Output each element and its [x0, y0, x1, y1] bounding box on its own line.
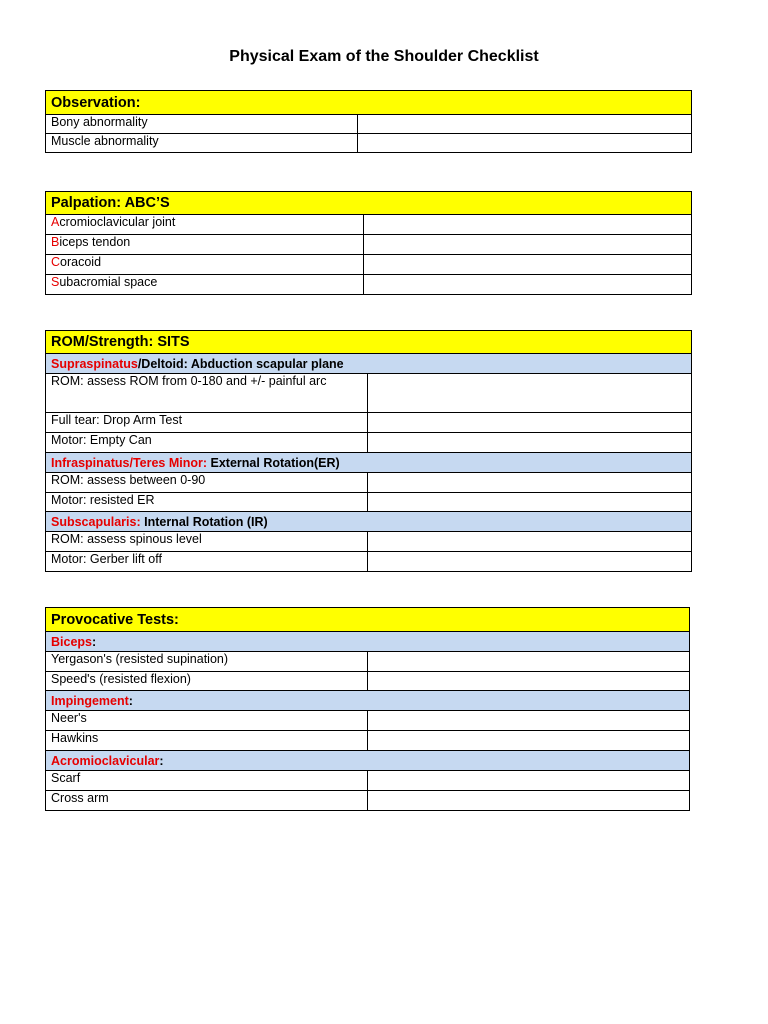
- rom-subheader: [46, 512, 692, 532]
- palpation-label: [46, 215, 364, 235]
- table-row: [46, 433, 692, 453]
- table-row: [46, 413, 692, 433]
- palpation-initial: A: [51, 215, 60, 229]
- palpation-label: [46, 235, 364, 255]
- rom-answer-cell[interactable]: [368, 552, 692, 572]
- palpation-answer-cell[interactable]: [364, 255, 692, 275]
- table-row: [46, 255, 692, 275]
- observation-answer-cell[interactable]: [358, 134, 692, 153]
- palpation-rest: ubacromial space: [59, 275, 158, 289]
- rom-subheader-muscle: Subscapularis:: [51, 514, 141, 529]
- provocative-subheader-category: Biceps: [51, 634, 92, 649]
- table-row: [46, 731, 690, 751]
- rom-label: ROM: assess between 0-90: [46, 473, 368, 493]
- observation-answer-cell[interactable]: [358, 115, 692, 134]
- provocative-subheader: [46, 691, 690, 711]
- table-row: [46, 532, 692, 552]
- provocative-answer-cell[interactable]: [368, 771, 690, 791]
- palpation-initial: S: [51, 275, 60, 289]
- rom-strength-header: ROM/Strength: SITS: [46, 331, 692, 354]
- palpation-rest: iceps tendon: [59, 235, 131, 249]
- table-row: [46, 493, 692, 512]
- palpation-label: [46, 255, 364, 275]
- provocative-subheader: [46, 751, 690, 771]
- rom-answer-cell[interactable]: [368, 413, 692, 433]
- rom-subheader-action: External Rotation(ER): [207, 455, 340, 470]
- provocative-answer-cell[interactable]: [368, 791, 690, 811]
- palpation-initial: B: [51, 235, 60, 249]
- provocative-header: Provocative Tests:: [46, 608, 690, 632]
- provocative-answer-cell[interactable]: [368, 731, 690, 751]
- palpation-label: [46, 275, 364, 295]
- provocative-label: Yergason's (resisted supination): [46, 652, 368, 672]
- rom-label: ROM: assess ROM from 0-180 and +/- painful arc: [46, 374, 368, 413]
- observation-table: [45, 90, 692, 153]
- table-row: [46, 791, 690, 811]
- palpation-header: Palpation: ABC’S: [46, 192, 692, 215]
- table-row: [46, 275, 692, 295]
- rom-label: Full tear: Drop Arm Test: [46, 413, 368, 433]
- table-row: [46, 672, 690, 691]
- provocative-answer-cell[interactable]: [368, 652, 690, 672]
- table-row: [46, 215, 692, 235]
- table-row: [46, 652, 690, 672]
- table-row: [46, 134, 692, 153]
- rom-answer-cell[interactable]: [368, 433, 692, 453]
- provocative-label: Neer's: [46, 711, 368, 731]
- rom-subheader-muscle: Infraspinatus/Teres Minor:: [51, 455, 208, 470]
- rom-answer-cell[interactable]: [368, 374, 692, 413]
- rom-answer-cell[interactable]: [368, 473, 692, 493]
- rom-subheader-muscle: Supraspinatus: [51, 356, 138, 371]
- provocative-subheader: [46, 632, 690, 652]
- provocative-label: Scarf: [46, 771, 368, 791]
- rom-subheader-action: /Deltoid: Abduction scapular plane: [137, 356, 344, 371]
- rom-label: ROM: assess spinous level: [46, 532, 368, 552]
- palpation-answer-cell[interactable]: [364, 215, 692, 235]
- palpation-answer-cell[interactable]: [364, 275, 692, 295]
- provocative-answer-cell[interactable]: [368, 672, 690, 691]
- table-row: [46, 711, 690, 731]
- observation-label: Muscle abnormality: [46, 134, 358, 153]
- palpation-rest: cromioclavicular joint: [59, 215, 176, 229]
- palpation-rest: oracoid: [60, 255, 102, 269]
- table-row: [46, 473, 692, 493]
- rom-label: Motor: Empty Can: [46, 433, 368, 453]
- palpation-answer-cell[interactable]: [364, 235, 692, 255]
- palpation-initial: C: [51, 255, 61, 269]
- table-row: [46, 115, 692, 134]
- table-row: [46, 235, 692, 255]
- palpation-table: [45, 191, 692, 295]
- table-row: [46, 771, 690, 791]
- provocative-label: Cross arm: [46, 791, 368, 811]
- provocative-subheader-category: Impingement: [51, 693, 129, 708]
- provocative-label: Speed's (resisted flexion): [46, 672, 368, 691]
- rom-strength-table: [45, 330, 692, 572]
- rom-subheader-action: Internal Rotation (IR): [140, 514, 268, 529]
- page-title: Physical Exam of the Shoulder Checklist: [229, 48, 539, 65]
- provocative-subheader-colon: :: [159, 753, 164, 768]
- rom-subheader: [46, 453, 692, 473]
- rom-subheader: [46, 354, 692, 374]
- provocative-subheader-colon: :: [92, 634, 97, 649]
- table-row: [46, 552, 692, 572]
- provocative-label: Hawkins: [46, 731, 368, 751]
- rom-label: Motor: Gerber lift off: [46, 552, 368, 572]
- observation-label: Bony abnormality: [46, 115, 358, 134]
- provocative-subheader-colon: :: [128, 693, 133, 708]
- rom-label: Motor: resisted ER: [46, 493, 368, 512]
- provocative-tests-table: [45, 607, 690, 811]
- rom-answer-cell[interactable]: [368, 532, 692, 552]
- rom-answer-cell[interactable]: [368, 493, 692, 512]
- table-row: [46, 374, 692, 413]
- provocative-answer-cell[interactable]: [368, 711, 690, 731]
- provocative-subheader-category: Acromioclavicular: [51, 753, 160, 768]
- observation-header: Observation:: [46, 91, 692, 115]
